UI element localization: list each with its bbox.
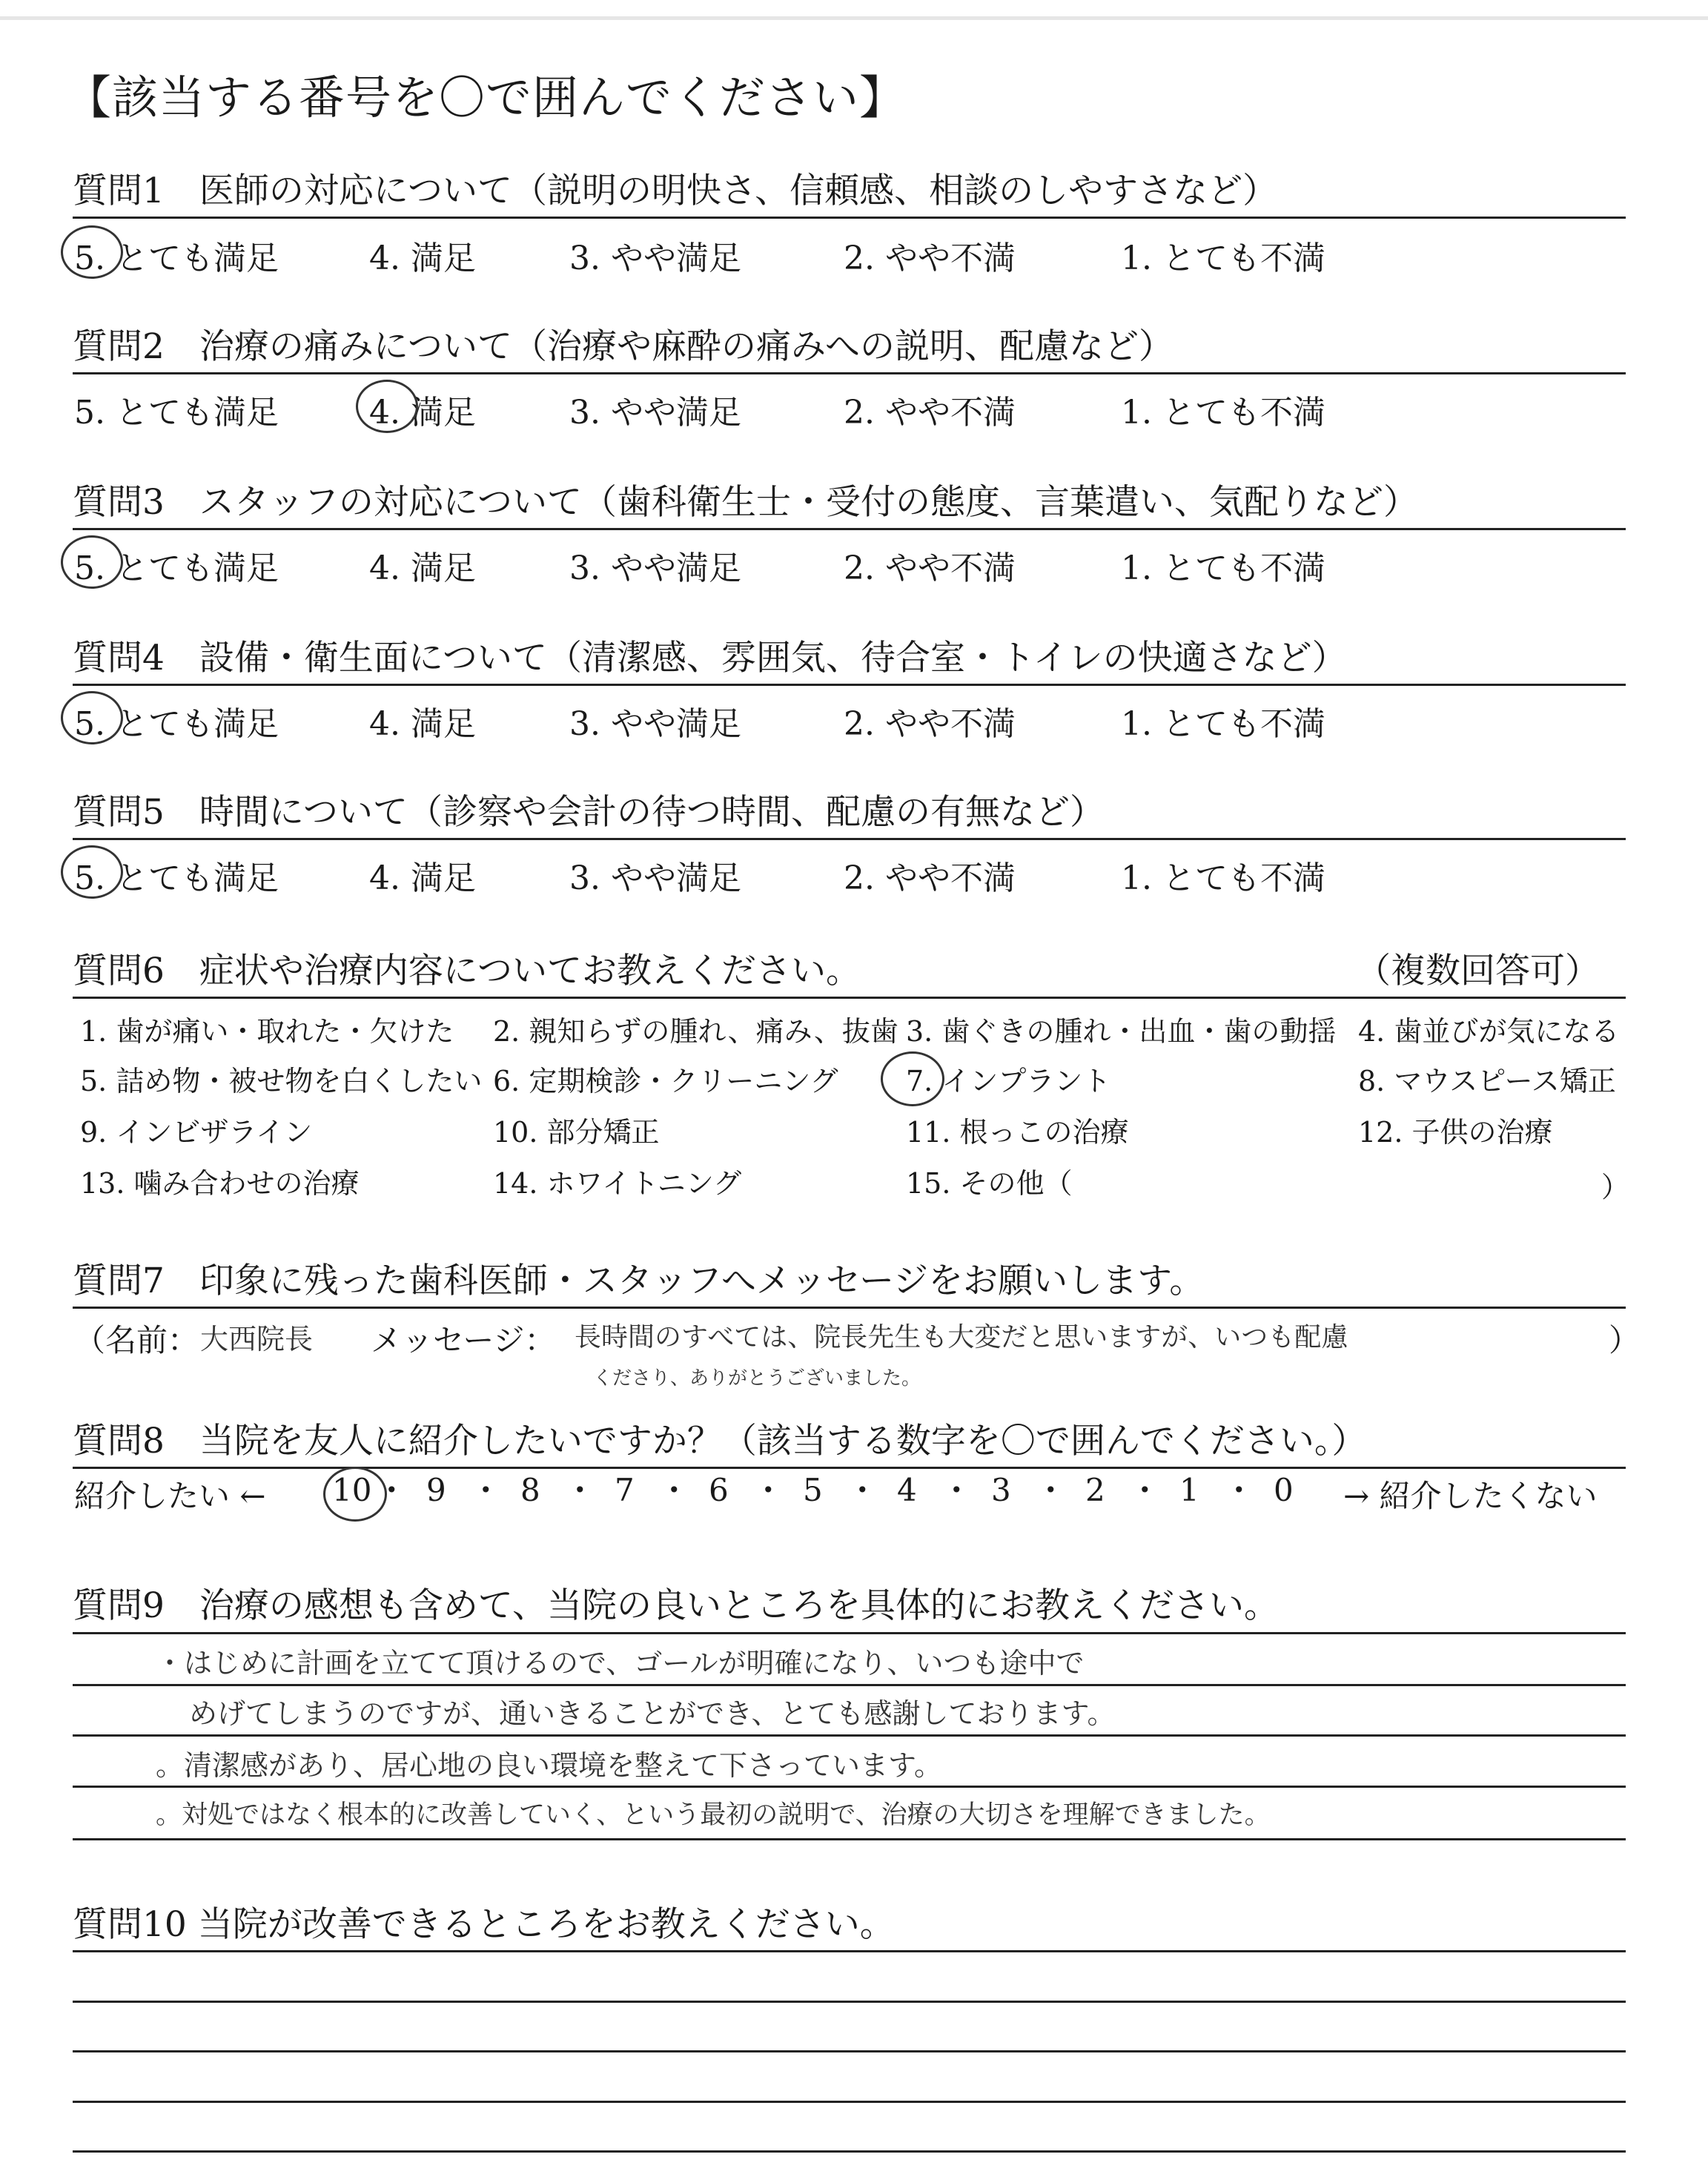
rating-option[interactable]: 4. 満足: [369, 240, 476, 277]
question-3-title: 質問3 スタッフの対応について（歯科衛生士・受付の態度、言葉遣い、気配りなど）: [73, 482, 1418, 523]
answer-line: [73, 1786, 1626, 1788]
rating-option[interactable]: 1. とても不満: [1121, 240, 1325, 277]
rating-option[interactable]: 4. 満足: [369, 705, 476, 743]
rating-option[interactable]: 1. とても不満: [1121, 394, 1325, 432]
q6-option[interactable]: 2. 親知らずの腫れ、痛み、抜歯: [493, 1015, 898, 1048]
answer-line: [73, 2101, 1626, 2103]
scale-value[interactable]: 4: [897, 1472, 917, 1508]
scale-value[interactable]: 2: [1085, 1472, 1105, 1508]
recommend-right-label: → 紹介したくない: [1343, 1478, 1598, 1514]
divider: [73, 528, 1626, 530]
q6-option[interactable]: 11. 根っこの治療: [906, 1116, 1129, 1149]
q6-option[interactable]: 9. インビザライン: [80, 1116, 313, 1149]
recommend-left-label: 紹介したい ←: [74, 1478, 266, 1514]
rating-option[interactable]: 2. やや不満: [844, 394, 1016, 432]
q6-option[interactable]: 3. 歯ぐきの腫れ・出血・歯の動揺: [906, 1015, 1337, 1048]
rating-option[interactable]: 4. 満足: [369, 859, 476, 897]
message-line-1: 長時間のすべては、院長先生も大変だと思いますが、いつも配慮: [575, 1322, 1348, 1353]
question-4-title: 質問4 設備・衛生面について（清潔感、雰囲気、待合室・トイレの快適さなど）: [73, 638, 1347, 678]
question-3: [73, 475, 1626, 524]
name-value: 大西院長: [200, 1323, 314, 1355]
rating-option[interactable]: 3. やや満足: [569, 859, 741, 897]
question-5-title: 質問5 時間について（診察や会計の待つ時間、配慮の有無など）: [73, 792, 1105, 833]
rating-option[interactable]: 5. とても満足: [74, 549, 279, 587]
divider: [73, 684, 1626, 686]
q9-answer-line-4: 。対処ではなく根本的に改善していく、という最初の説明で、治療の大切さを理解できました。: [156, 1800, 1271, 1830]
q6-option[interactable]: 15. その他（: [906, 1167, 1073, 1200]
rating-option[interactable]: 5. とても満足: [74, 859, 279, 897]
rating-option[interactable]: 4. 満足: [369, 394, 476, 432]
scale-separator: •: [1139, 1478, 1151, 1502]
answer-line: [73, 1684, 1626, 1686]
scale-value[interactable]: 7: [615, 1472, 635, 1508]
question-10: [73, 1897, 1626, 1946]
message-line-2: くださり、ありがとうございました。: [593, 1367, 921, 1390]
selection-circle: [61, 845, 123, 899]
other-close-paren: ）: [1601, 1171, 1630, 1203]
question-6-title: 質問6 症状や治療内容についてお教えください。: [73, 951, 861, 991]
name-label: （名前：: [74, 1322, 199, 1358]
question-8: [73, 1413, 1626, 1463]
answer-line: [73, 1734, 1626, 1737]
answer-line: [73, 2050, 1626, 2052]
rating-option[interactable]: 3. やや満足: [569, 705, 741, 743]
answer-line: [73, 1838, 1626, 1840]
scale-separator: •: [856, 1478, 869, 1502]
q9-answer-line-1: ・はじめに計画を立てて頂けるので、ゴールが明確になり、いつも途中で: [156, 1647, 1085, 1680]
scale-value[interactable]: 5: [803, 1472, 823, 1508]
scale-separator: •: [762, 1478, 775, 1502]
page-header: 【該当する番号を〇で囲んでください】: [65, 70, 907, 125]
divider: [73, 1467, 1626, 1469]
q6-option[interactable]: 12. 子供の治療: [1358, 1116, 1553, 1149]
scale-separator: •: [1045, 1478, 1057, 1502]
question-8-title: 質問8 当院を友人に紹介したいですか？（該当する数字を〇で囲んでください。）: [73, 1421, 1367, 1462]
rating-option[interactable]: 4. 満足: [369, 549, 476, 587]
message-close-paren: ）: [1609, 1322, 1641, 1358]
selection-circle: [61, 691, 123, 744]
question-6: [73, 943, 1626, 993]
question-5: [73, 785, 1626, 834]
scale-value[interactable]: 10: [332, 1472, 372, 1508]
q6-option[interactable]: 5. 詰め物・被せ物を白くしたい: [80, 1065, 483, 1097]
q6-option[interactable]: 14. ホワイトニング: [493, 1167, 742, 1200]
answer-line: [73, 1950, 1626, 1952]
divider: [73, 372, 1626, 374]
question-9: [73, 1578, 1626, 1628]
scale-value[interactable]: 9: [426, 1472, 446, 1508]
rating-option[interactable]: 5. とても満足: [74, 394, 279, 432]
scale-separator: •: [950, 1478, 963, 1502]
q6-option[interactable]: 7. インプラント: [906, 1065, 1111, 1097]
rating-option[interactable]: 3. やや満足: [569, 549, 741, 587]
scale-separator: •: [574, 1478, 586, 1502]
question-4: [73, 630, 1626, 680]
q6-option[interactable]: 1. 歯が痛い・取れた・欠けた: [80, 1015, 454, 1048]
question-6-note: （複数回答可）: [1356, 951, 1600, 991]
q8-selection-circle: [323, 1467, 387, 1522]
question-7-title: 質問7 印象に残った歯科医師・スタッフへメッセージをお願いします。: [73, 1261, 1205, 1301]
selection-circle: [61, 535, 123, 589]
scale-value[interactable]: 3: [991, 1472, 1011, 1508]
q6-option[interactable]: 10. 部分矯正: [493, 1116, 660, 1149]
rating-option[interactable]: 1. とても不満: [1121, 705, 1325, 743]
scale-value[interactable]: 0: [1274, 1472, 1294, 1508]
question-10-title: 質問10 当院が改善できるところをお教えください。: [73, 1904, 895, 1945]
scale-value[interactable]: 6: [709, 1472, 729, 1508]
q6-option[interactable]: 8. マウスピース矯正: [1358, 1065, 1616, 1097]
selection-circle: [61, 225, 123, 279]
rating-option[interactable]: 3. やや満足: [569, 240, 741, 277]
question-2: [73, 319, 1626, 369]
answer-line: [73, 1632, 1626, 1634]
q6-option[interactable]: 13. 噛み合わせの治療: [80, 1167, 360, 1200]
scale-value[interactable]: 8: [520, 1472, 540, 1508]
divider: [73, 1307, 1626, 1309]
q6-option[interactable]: 6. 定期検診・クリーニング: [493, 1065, 838, 1097]
scale-value[interactable]: 1: [1179, 1472, 1199, 1508]
rating-option[interactable]: 2. やや不満: [844, 705, 1016, 743]
scale-separator: •: [1233, 1478, 1245, 1502]
question-2-title: 質問2 治療の痛みについて（治療や麻酔の痛みへの説明、配慮など）: [73, 326, 1174, 367]
rating-option[interactable]: 5. とても満足: [74, 240, 279, 277]
top-border: [0, 16, 1708, 20]
scale-separator: •: [668, 1478, 681, 1502]
message-label: メッセージ：: [371, 1322, 556, 1358]
q9-answer-line-2: めげてしまうのですが、通いきることができ、とても感謝しております。: [189, 1697, 1116, 1730]
divider: [73, 997, 1626, 999]
question-7: [73, 1253, 1626, 1303]
rating-option[interactable]: 2. やや不満: [844, 859, 1016, 897]
question-9-title: 質問9 治療の感想も含めて、当院の良いところを具体的にお教えください。: [73, 1585, 1279, 1626]
rating-option[interactable]: 2. やや不満: [844, 240, 1016, 277]
scale-separator: •: [385, 1478, 398, 1502]
q6-selection-circle: [881, 1051, 944, 1106]
rating-option[interactable]: 2. やや不満: [844, 549, 1016, 587]
rating-option[interactable]: 1. とても不満: [1121, 859, 1325, 897]
question-1: [73, 163, 1626, 213]
rating-option[interactable]: 1. とても不満: [1121, 549, 1325, 587]
divider: [73, 838, 1626, 840]
divider: [73, 217, 1626, 219]
scale-separator: •: [480, 1478, 492, 1502]
q9-answer-line-3: 。清潔感があり、居心地の良い環境を整えて下さっています。: [156, 1749, 942, 1782]
answer-line: [73, 2150, 1626, 2153]
q6-option[interactable]: 4. 歯並びが気になる: [1358, 1015, 1620, 1048]
question-1-title: 質問1 医師の対応について（説明の明快さ、信頼感、相談のしやすさなど）: [73, 171, 1278, 211]
answer-line: [73, 2001, 1626, 2003]
rating-option[interactable]: 3. やや満足: [569, 394, 741, 432]
rating-option[interactable]: 5. とても満足: [74, 705, 279, 743]
selection-circle: [356, 380, 418, 433]
